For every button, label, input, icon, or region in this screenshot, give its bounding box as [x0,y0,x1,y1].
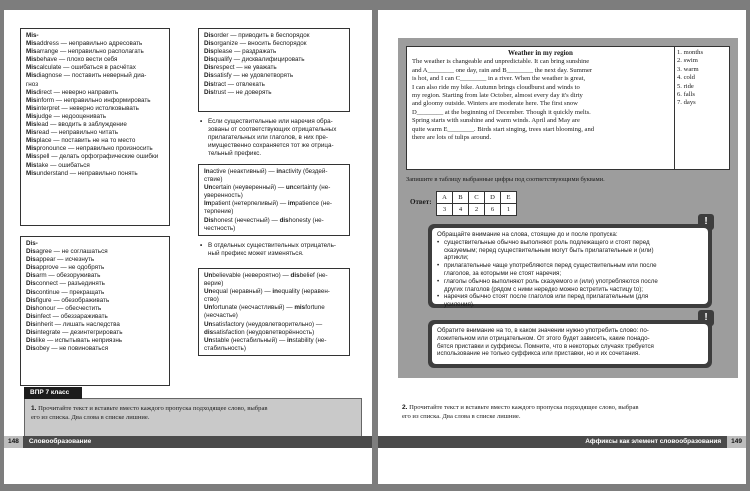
word: честность) [204,224,236,232]
section-title-right: Аффиксы как элемент словообразования [585,438,722,445]
tip-bullet-line: глаголов, за которыми не стоят наречия; [444,269,562,277]
prefix: Mis [26,112,37,120]
note-line: прилагательных или глаголов, в них пре- [208,134,328,142]
exclamation-icon: ! [698,214,714,230]
definition: diagnose — поставить неверный диа- [36,72,147,80]
definition: trust — не доверять [213,88,272,96]
definition: approve — не одобрять [35,264,105,272]
tip-bullet-line: сказуемым; перед существительным могут быть прилагательные и (или) [444,246,654,254]
word: active (неактивный) — [209,168,277,175]
note-line: Если существительные или наречия обра- [208,118,333,125]
definition: tract — отвлекать [213,80,265,88]
word: ство) [204,296,219,304]
prefix: Mis [26,104,37,112]
vocab-line [26,137,164,145]
example-line [204,192,344,200]
prefix: Dis [26,304,36,312]
vocab-line [26,40,164,48]
prefix: Dis [26,312,36,320]
example-line [204,321,344,329]
word: certainty (не- [293,184,331,192]
answer-digit-cell: 2 [469,204,485,216]
note-line: ный префикс может изменяться. [208,250,304,258]
tip-bullet-item [437,239,703,262]
vocab-line [204,81,344,89]
section-title-left: Словообразование [28,438,92,445]
prefix: Un [204,184,213,192]
tip-line: использование не только суффикса или приставки, но и их сочетания. [437,350,640,358]
prefix: un [285,184,294,192]
note-negative-prefix-retained: • Если существительные или наречия обра- зованы от соответствующих отрицательных прилагательных или глаголов, в них пре- имущественно сохраняется тот же отрица- тельный префикс. [200,118,352,158]
vocab-line [26,313,164,321]
prefix: Dis [204,48,214,56]
answer-letter-cell: A [437,192,453,204]
prefix: Dis [26,280,36,288]
note-line: зованы от соответствующих отрицательных [208,126,337,134]
vocab-line [26,272,164,280]
vocab-line [26,64,164,72]
prefix: in [272,288,279,296]
un-examples-box [198,268,350,356]
vpr-grade-tag: ВПР 7 класс [24,387,82,399]
tip-word-position-body [432,228,708,309]
prefix: in [276,168,282,175]
vocab-line [26,153,164,161]
task-1-line-2: его из списка. Два слова в списке лишние. [31,413,150,421]
definition: connect — разъединять [35,280,105,288]
example-line [204,296,344,304]
definition: infect — обеззараживать [35,312,108,320]
word: терпение) [204,208,234,216]
prefix: Un [204,288,213,296]
answer-letter-cell: C [469,192,485,204]
note-line: В отдельных существительных отрицатель- [208,242,336,249]
vocab-line [26,72,164,80]
example-line [204,176,344,184]
prefix: Dis [204,72,214,80]
answer-letter-cell: E [501,192,517,204]
tip-bullet-line: • прилагательные чаще употребляются перед существительным или после [444,262,657,270]
answer-label: Ответ: [410,198,432,206]
dis-prefix-box [20,236,170,386]
answer-digit-cell: 4 [453,204,469,216]
example-line [204,345,344,353]
tip-bullet-item [437,262,703,278]
definition: satisfy — не удовлетворять [213,72,294,80]
word: stability (не- [292,336,327,344]
tip-line: ложительном или отрицательном. От этого будет зависеть, какие понадо- [437,334,650,342]
definition: гноз [26,80,39,88]
tip-meaning [428,312,712,368]
tip-bullet-line: усиления). [444,301,475,309]
word: activity (бездей- [281,168,328,175]
left-footer [4,436,372,448]
word-option: 2. swim [677,57,698,65]
vocab-line [26,145,164,153]
task-2-line-1: Прочитайте текст и вставьте вместо каждого пропуска подходящее слово, выбрав [409,404,639,411]
note-line: тельный префикс. [208,150,262,158]
vocab-line [26,345,164,353]
vocab-line [26,329,164,337]
task-1-number: 1. [31,405,37,412]
vocab-line [26,97,164,105]
prefix: Dis [26,296,36,304]
definition: pronounce — неправильно произносить [36,145,153,153]
tip-bullet-item [437,278,703,294]
definition: agree — не соглашаться [35,248,108,256]
prefix: mis [294,304,306,312]
definition: arm — обезоруживать [35,272,101,280]
prefix: Dis [26,320,36,328]
word: patient (нетерпеливый) — [211,200,288,208]
answer-letter-cell: B [453,192,469,204]
prefix: Dis [26,329,36,337]
word-options-list [677,49,729,108]
word: belief (не- [299,272,328,279]
prefix: dis [204,328,214,336]
vocab-line [204,64,344,72]
word: (несчастье) [204,312,238,320]
example-line [204,208,344,216]
word: believable (невероятно) — [212,272,291,279]
tip-bullet-line: • наречия обычно стоят после глаголов или перед прилагательным (для [444,293,649,301]
word: equal (неравный) — [212,288,273,296]
task-2-text [402,404,732,421]
definition: appear — исчезнуть [35,256,95,264]
prefix: Un [204,272,213,279]
right-footer [378,436,746,448]
tip-meaning-body [432,324,708,364]
dis-heading: Dis- [26,240,38,247]
prefix: In [204,168,210,175]
definition: interpret — неверно истолковывать [36,104,139,112]
prefix: Dis [204,88,214,96]
definition: qualify — дисквалифицировать [213,56,305,64]
word: стабильность) [204,344,246,352]
example-line [204,272,344,280]
tip-bullet-item [437,293,703,309]
reading-line: there are lots of tulips around. [412,134,492,142]
reading-text-box [406,46,730,170]
word: patience (не- [295,200,332,208]
definition: integrate — дезинтегрировать [35,329,123,337]
prefix: Mis [26,137,37,145]
vocab-line [26,113,164,121]
word: ствие) [204,176,223,184]
prefix: Mis [26,88,37,96]
prefix: Dis [204,216,214,224]
word-option: 3. warm [677,65,699,73]
tip-bullet-line: артикли; [444,254,469,262]
answer-letter-cell: D [485,192,501,204]
definition: honour — обесчестить [35,304,102,312]
prefix: dis [290,272,300,279]
right-page [378,10,746,484]
definition: spell — делать орфографические ошибки [36,153,159,161]
example-line [204,304,344,312]
definition: take — ошибаться [36,161,90,169]
definition: inform — неправильно информировать [36,96,151,104]
prefix: Dis [26,337,36,345]
prefix: Un [204,320,213,328]
prefix: Mis [26,48,37,56]
definition: arrange — неправильно располагать [36,48,144,56]
vocab-line [26,297,164,305]
word-option: 5. ride [677,82,694,90]
vocab-line [26,105,164,113]
word: satisfaction (неудовлетворённость) [213,328,315,336]
word: equality (неравен- [278,288,330,296]
word-option: 6. falls [677,91,695,99]
prefix: Mis [26,161,37,169]
prefix: Mis [26,64,37,72]
prefix: Dis [204,64,214,72]
vocab-line [26,256,164,264]
word: stable (нестабильный) — [212,336,287,344]
example-line [204,184,344,192]
definition: order — приводить в беспорядок [213,32,310,39]
vocab-line [26,48,164,56]
vocab-line [26,56,164,64]
definition: inherit — лишать наследства [35,320,120,328]
example-line [204,312,344,320]
definition: calculate — ошибаться в расчётах [36,64,136,72]
prefix: Un [204,304,213,312]
prefix: Mis [26,121,37,129]
prefix: Dis [26,264,36,272]
definition: address — неправильно адресовать [36,40,143,48]
vocab-line [26,337,164,345]
prefix: Mis [26,56,37,64]
reading-line: is hot, and I can C________ in a river. When the weather is great, [412,75,586,83]
reading-line: and gloomy outside. Winters are moderate here. The first snow [412,100,578,108]
answer-digit-cell: 1 [501,204,517,216]
vocab-line [26,321,164,329]
tip-lead: Обращайте внимание на слова, стоящие до и после пропуска: [437,231,618,238]
in-un-examples-box [198,164,350,236]
vocab-line [204,56,344,64]
prefix: Dis [26,288,36,296]
prefix: Dis [26,248,36,256]
prefix: Dis [204,80,214,88]
prefix: Un [204,336,213,344]
word: уверенность) [204,192,243,200]
vocab-line [26,264,164,272]
definition: please — раздражать [213,48,277,56]
prefix: Dis [204,40,214,48]
reading-line: I can also ride my bike. Autumn brings cloudburst and winds to [412,83,580,91]
vocab-line [204,40,344,48]
reading-line: D________ at the beginning of December. Though it quickly melts. [412,108,591,116]
example-line [204,217,344,225]
word: верие) [204,280,224,288]
left-page [4,10,372,484]
tip-word-position [428,216,712,309]
tip-bullet-line: • глаголы обычно выполняют роль сказуемого и (или) употребляются после [444,277,658,285]
table-instruction: Запишите в таблицу выбранные цифры под соответствующими буквами. [406,176,605,183]
definition: read — неправильно читать [36,129,118,137]
task-1-answer-panel [398,38,738,378]
vocab-line [26,81,164,89]
word: fortune [305,304,325,312]
vocab-line [26,248,164,256]
reading-line: my region. Starting from late October, almost every day it's dirty [412,92,583,100]
definition: understand — неправильно понять [36,169,138,177]
prefix: Dis [204,56,214,64]
prefix: Dis [26,345,36,353]
definition: direct — неверно направить [36,88,119,96]
prefix: Mis [26,169,37,177]
vocab-line [26,162,164,170]
vocab-line [26,170,164,178]
tip-bullet-line: • существительные обычно выполняют роль подлежащего и стоят перед [444,238,650,246]
tip-line: Обратите внимание на то, в каком значении нужно употребить слово: по- [437,327,649,334]
definition: figure — обезображивать [35,296,110,304]
prefix: Im [204,200,212,208]
task-1-text [31,405,357,422]
example-line [204,168,344,176]
prefix: Dis [26,272,36,280]
prefix: Mis [26,153,37,161]
vocab-line [204,72,344,80]
definition: behave — плохо вести себя [36,56,118,64]
mis-prefix-box [20,28,170,226]
definition: continue — прекращать [35,288,105,296]
definition: organize — вносить беспорядок [213,40,307,48]
vocab-line [204,89,344,97]
example-line [204,329,344,337]
vocab-line [26,129,164,137]
definition: respect — не уважать [213,64,277,72]
answer-digit-cell: 6 [485,204,501,216]
task-2-line-2: его из списка. Два слова в списке лишние. [402,412,521,420]
vocab-line [26,289,164,297]
word-option: 1. months [677,49,704,56]
definition: judge — недооценивать [36,112,107,120]
example-line [204,200,344,208]
definition: lead — вводить в заблуждение [36,121,127,129]
definition: obey — не повиноваться [35,345,109,353]
word: satisfactory (неудовлетворительно) — [212,320,323,328]
vocab-line [204,32,344,40]
word: certain (неуверенный) — [212,184,286,192]
prefix: Mis [26,72,37,80]
prefix: Mis [26,145,37,153]
prefix: Mis [26,129,37,137]
note-line: имущественно сохраняется тот же отрица- [208,142,334,150]
dis-prefix-box-continued [198,28,350,112]
word: honest (нечестный) — [213,216,280,224]
answer-digit-cell: 3 [437,204,453,216]
answer-table [436,191,517,216]
example-line [204,280,344,288]
prefix: Mis [26,40,37,48]
vocab-line [26,280,164,288]
prefix: Dis [26,256,36,264]
reading-text [407,47,675,169]
prefix: dis [279,216,289,224]
prefix: Mis [26,96,37,104]
vocab-line [26,89,164,97]
prefix: im [287,200,296,208]
vocab-line [26,121,164,129]
mis-heading: Mis- [26,32,39,39]
tip-bullet-line: других глаголов (рядом с ними нередко можно встретить частицу to); [444,285,643,293]
reading-line: The weather is changeable and unpredictable. It can bring sunshine [412,58,590,66]
vocab-line [204,48,344,56]
reading-line: quite warm E________. Birds start singing, trees start blooming, and [412,125,595,133]
definition: like — испытывать неприязнь [35,337,123,345]
word-option: 4. cold [677,74,695,82]
example-line [204,225,344,233]
word: honesty (не- [288,216,324,224]
example-line [204,337,344,345]
definition: place — поставить не на то место [36,137,136,145]
prefix: in [287,336,293,344]
example-line [204,288,344,296]
reading-line: and A________ one day, rain and B________ the next day. Summer [412,66,593,74]
word-option: 7. days [677,99,696,107]
exclamation-icon: ! [698,310,714,326]
page-number-right: 149 [727,436,746,448]
page-number-left: 148 [4,436,23,448]
reading-line: Spring starts with sunshine and warm winds. April and May are [412,117,580,125]
task-1-line-1: Прочитайте текст и вставьте вместо каждого пропуска подходящее слово, выбрав [38,405,268,412]
tip-line: бятся приставки и суффиксы. Помните, что в некоторых случаях требуется [437,342,654,350]
reading-title: Weather in my region [508,49,573,57]
note-prefix-may-change: • В отдельных существительных отрицатель- ный префикс может изменяться. [200,242,352,258]
task-2-number: 2. [402,404,408,411]
word: fortunate (несчастливый) — [212,304,295,312]
vocab-line [26,305,164,313]
prefix: Dis [204,32,214,39]
